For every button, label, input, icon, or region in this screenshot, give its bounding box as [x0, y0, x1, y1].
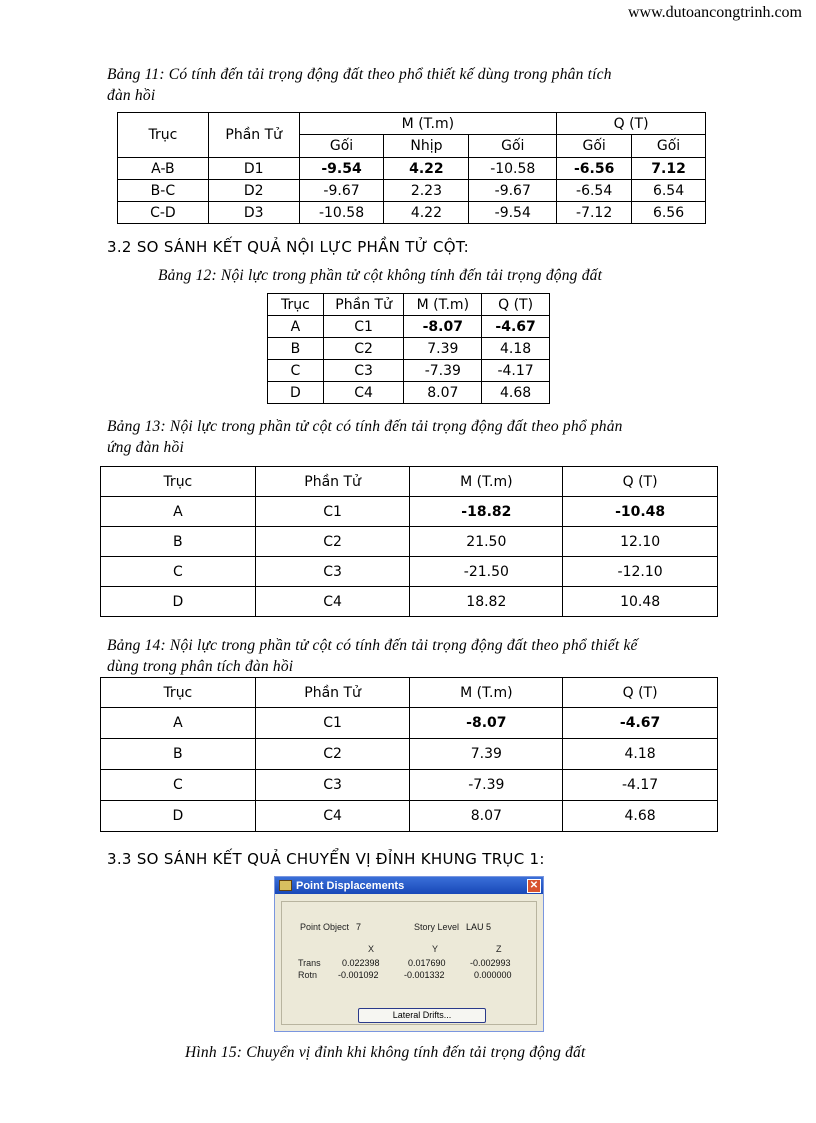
table-cell: -9.54 — [469, 202, 557, 224]
rotn-z: 0.000000 — [474, 970, 512, 980]
table14-caption-line2: dùng trong phân tích đàn hồi — [107, 658, 294, 675]
trans-x: 0.022398 — [342, 958, 380, 968]
table11-header-q: Q (T) — [557, 113, 706, 135]
table-cell: C1 — [323, 316, 404, 338]
table-cell: 21.50 — [410, 527, 563, 557]
table13-header: Q (T) — [563, 467, 718, 497]
table-cell: -6.56 — [557, 158, 632, 180]
table-cell: 4.22 — [384, 202, 469, 224]
table14-header: Phần Tử — [255, 678, 410, 708]
table-cell: 8.07 — [404, 382, 482, 404]
table11-subheader: Gối — [632, 135, 706, 158]
app-icon — [279, 880, 292, 891]
table-row — [101, 557, 718, 587]
table-cell: A — [101, 497, 256, 527]
table-cell: -18.82 — [410, 497, 563, 527]
table-cell: 10.48 — [563, 587, 718, 617]
table-cell: -10.48 — [563, 497, 718, 527]
table-cell: -10.58 — [299, 202, 384, 224]
table-cell: A — [268, 316, 324, 338]
story-level-value: LAU 5 — [466, 922, 492, 932]
trans-y: 0.017690 — [408, 958, 446, 968]
table-cell: -7.12 — [557, 202, 632, 224]
table-cell: C1 — [255, 497, 410, 527]
rotn-x: -0.001092 — [338, 970, 379, 980]
table-cell: 6.54 — [632, 180, 706, 202]
table-row — [101, 497, 718, 527]
dialog-title: Point Displacements — [296, 879, 405, 892]
table14-caption — [107, 635, 638, 677]
table13-header: Phần Tử — [255, 467, 410, 497]
table-cell: 4.68 — [563, 801, 718, 832]
table-cell: C1 — [255, 708, 410, 739]
table14-header: Q (T) — [563, 678, 718, 708]
table13-caption-line1: Bảng 13: Nội lực trong phần tử cột có tính đến tải trọng động đất theo phổ phản — [107, 418, 623, 435]
table-cell: B-C — [118, 180, 209, 202]
table-cell: -9.54 — [299, 158, 384, 180]
table11-caption-line2: đàn hồi — [107, 87, 156, 104]
table-cell: -7.39 — [410, 770, 563, 801]
col-y-label: Y — [432, 944, 439, 954]
table14-caption-line1: Bảng 14: Nội lực trong phần tử cột có tính đến tải trọng động đất theo phổ thiết kế — [107, 637, 638, 654]
table-cell: B — [268, 338, 324, 360]
table-cell: -21.50 — [410, 557, 563, 587]
table-row — [101, 801, 718, 832]
table-row — [101, 739, 718, 770]
table11-header-truc: Trục — [118, 113, 209, 158]
table-row — [101, 708, 718, 739]
table11-subheader: Nhịp — [384, 135, 469, 158]
table-cell: C — [101, 770, 256, 801]
table11-header-phantu: Phần Tử — [208, 113, 299, 158]
trans-z: -0.002993 — [470, 958, 511, 968]
table-cell: 4.18 — [563, 739, 718, 770]
table-cell: D — [101, 801, 256, 832]
table-row — [268, 338, 550, 360]
table-cell: D — [101, 587, 256, 617]
table12-caption: Bảng 12: Nội lực trong phần tử cột không tính đến tải trọng động đất — [158, 267, 603, 284]
table-cell: C-D — [118, 202, 209, 224]
table11-header-m: M (T.m) — [299, 113, 557, 135]
table-row — [101, 527, 718, 557]
point-object-value: 7 — [356, 922, 362, 932]
table-row — [268, 360, 550, 382]
story-level-label: Story Level — [414, 922, 460, 932]
table-cell: D1 — [208, 158, 299, 180]
rotn-label: Rotn — [298, 970, 318, 980]
table11 — [117, 112, 706, 224]
table-cell: C3 — [255, 557, 410, 587]
table-row — [118, 180, 706, 202]
table12-header: M (T.m) — [404, 294, 482, 316]
table-cell: A — [101, 708, 256, 739]
table-cell: 12.10 — [563, 527, 718, 557]
dialog-body — [281, 901, 537, 1025]
table14 — [100, 677, 718, 832]
table-cell: 7.12 — [632, 158, 706, 180]
table-row — [101, 770, 718, 801]
table-cell: 18.82 — [410, 587, 563, 617]
table-cell: -4.67 — [563, 708, 718, 739]
table-row — [118, 202, 706, 224]
table13-caption — [107, 416, 623, 458]
table12-header: Trục — [268, 294, 324, 316]
table-cell: 4.18 — [482, 338, 550, 360]
trans-label: Trans — [298, 958, 321, 968]
table-cell: -4.67 — [482, 316, 550, 338]
table13-caption-line2: ứng đàn hồi — [107, 439, 184, 456]
dialog-title-bar — [275, 877, 543, 894]
table-cell: C4 — [255, 801, 410, 832]
table-cell: C3 — [323, 360, 404, 382]
point-object-label: Point Object — [300, 922, 350, 932]
table-cell: -12.10 — [563, 557, 718, 587]
table-cell: -6.54 — [557, 180, 632, 202]
point-displacements-dialog — [274, 876, 544, 1032]
site-url[interactable]: www.dutoancongtrinh.com — [627, 4, 802, 21]
section-heading-3-3: 3.3 SO SÁNH KẾT QUẢ CHUYỂN VỊ ĐỈNH KHUNG TRỤC 1: — [107, 850, 545, 868]
table-cell: 7.39 — [404, 338, 482, 360]
table11-caption — [107, 64, 612, 106]
table12 — [267, 293, 550, 404]
table-row — [118, 158, 706, 180]
table-cell: -4.17 — [563, 770, 718, 801]
table13-header: Trục — [101, 467, 256, 497]
table-cell: 7.39 — [410, 739, 563, 770]
table-cell: 2.23 — [384, 180, 469, 202]
table-cell: D3 — [208, 202, 299, 224]
table-cell: C — [268, 360, 324, 382]
table-cell: C4 — [323, 382, 404, 404]
table-cell: C — [101, 557, 256, 587]
table14-header: Trục — [101, 678, 256, 708]
table-cell: C2 — [255, 527, 410, 557]
table11-caption-line1: Bảng 11: Có tính đến tải trọng động đất theo phổ thiết kế dùng trong phân tích — [107, 66, 612, 83]
table-cell: C2 — [255, 739, 410, 770]
table-cell: -9.67 — [469, 180, 557, 202]
table-cell: 8.07 — [410, 801, 563, 832]
table12-header: Phần Tử — [323, 294, 404, 316]
table11-subheader: Gối — [469, 135, 557, 158]
table11-subheader: Gối — [299, 135, 384, 158]
table12-header: Q (T) — [482, 294, 550, 316]
col-x-label: X — [368, 944, 375, 954]
table-cell: -8.07 — [410, 708, 563, 739]
table-cell: D — [268, 382, 324, 404]
col-z-label: Z — [496, 944, 502, 954]
table-cell: 6.56 — [632, 202, 706, 224]
table-cell: 4.22 — [384, 158, 469, 180]
table-row — [268, 316, 550, 338]
close-icon[interactable]: ✕ — [527, 879, 541, 893]
table13 — [100, 466, 718, 617]
table-cell: -10.58 — [469, 158, 557, 180]
table-cell: -8.07 — [404, 316, 482, 338]
table-cell: B — [101, 739, 256, 770]
table-row — [101, 587, 718, 617]
table-cell: C2 — [323, 338, 404, 360]
table-row — [268, 382, 550, 404]
table13-header: M (T.m) — [410, 467, 563, 497]
table14-header: M (T.m) — [410, 678, 563, 708]
figure-caption: Hình 15: Chuyển vị đỉnh khi không tính đến tải trọng động đất — [185, 1044, 586, 1061]
table-cell: -4.17 — [482, 360, 550, 382]
table-cell: C3 — [255, 770, 410, 801]
table-cell: D2 — [208, 180, 299, 202]
table-cell: B — [101, 527, 256, 557]
lateral-drifts-button[interactable]: Lateral Drifts... — [358, 1008, 486, 1023]
table-cell: -9.67 — [299, 180, 384, 202]
table-cell: A-B — [118, 158, 209, 180]
table-cell: 4.68 — [482, 382, 550, 404]
table-cell: C4 — [255, 587, 410, 617]
table-cell: -7.39 — [404, 360, 482, 382]
table11-subheader: Gối — [557, 135, 632, 158]
rotn-y: -0.001332 — [404, 970, 445, 980]
section-heading-3-2: 3.2 SO SÁNH KẾT QUẢ NỘI LỰC PHẦN TỬ CỘT: — [107, 238, 470, 256]
